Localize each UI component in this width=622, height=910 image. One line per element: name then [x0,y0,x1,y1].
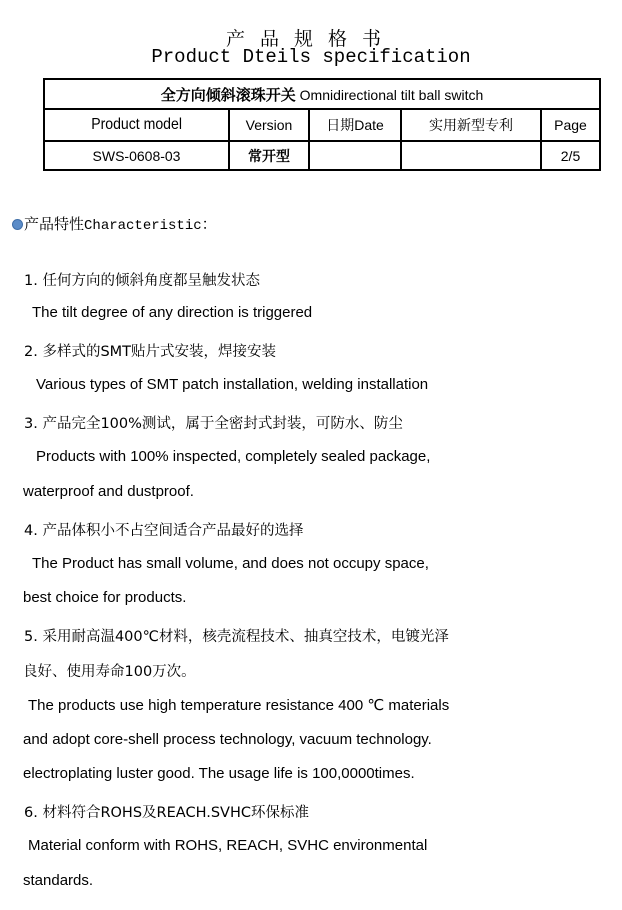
value-date [309,141,401,170]
item-1-chinese: 1. 任何方向的倾斜角度都呈触发状态 [24,273,260,289]
bullet-icon [12,219,23,230]
item-5-english-line-3: electroplating luster good. The usage life is 100,0000times. [23,765,415,782]
item-3-english-line-1: Products with 100% inspected, completely sealed package, [36,448,431,465]
value-version: 常开型 [229,141,309,170]
spec-table [43,78,601,171]
product-name-english: Omnidirectional tilt ball switch [299,86,484,103]
product-name-chinese: 全方向倾斜滚珠开关 [160,85,296,104]
item-6-english-line-1: Material conform with ROHS, REACH, SVHC environmental [28,837,428,854]
header-version: Version [229,109,309,141]
header-date: 日期Date [309,109,401,141]
item-5-chinese: 5. 采用耐高温400℃材料，核壳流程技术、抽真空技术，电镀光泽 [24,629,449,645]
item-4-english-line-2: best choice for products. [23,589,187,606]
value-page: 2/5 [541,141,600,170]
spec-table-title [44,79,600,109]
item-5-english-line-2: and adopt core-shell process technology, vacuum technology. [23,731,432,748]
item-3-english-line-2: waterproof and dustproof. [23,483,194,500]
document-title-chinese: 产品规格书 [225,28,396,50]
value-utility-patent [401,141,541,170]
characteristic-heading-english: Characteristic [84,218,202,234]
item-2-english-line-1: Various types of SMT patch installation, welding installation [36,376,429,393]
characteristic-heading-chinese: 产品特性 [24,215,85,233]
item-6-english-line-2: standards. [23,872,94,889]
item-5-chinese-line-2: 良好、使用寿命100万次。 [23,664,196,680]
header-product-model: Product model [44,109,229,141]
item-2-chinese: 2. 多样式的SMT贴片式安装，焊接安装 [24,344,277,360]
item-4-english-line-1: The Product has small volume, and does not occupy space, [32,555,429,572]
item-6-chinese: 6. 材料符合ROHS及REACH.SVHC环保标准 [24,805,309,821]
value-product-model: SWS-0608-03 [44,141,229,170]
item-1-english-line-1: The tilt degree of any direction is triggered [32,304,313,321]
characteristic-colon: ： [201,215,217,233]
item-5-english-line-1: The products use high temperature resistance 400 ℃ materials [28,697,450,714]
item-3-chinese: 3. 产品完全100%测试，属于全密封式封装，可防水、防尘 [24,416,403,432]
header-page: Page [541,109,600,141]
header-utility-patent: 实用新型专利 [401,109,541,141]
characteristic-heading [12,213,217,234]
document-title-english: Product Dteils specification [151,46,471,68]
item-4-chinese: 4. 产品体积小不占空间适合产品最好的选择 [24,523,304,539]
